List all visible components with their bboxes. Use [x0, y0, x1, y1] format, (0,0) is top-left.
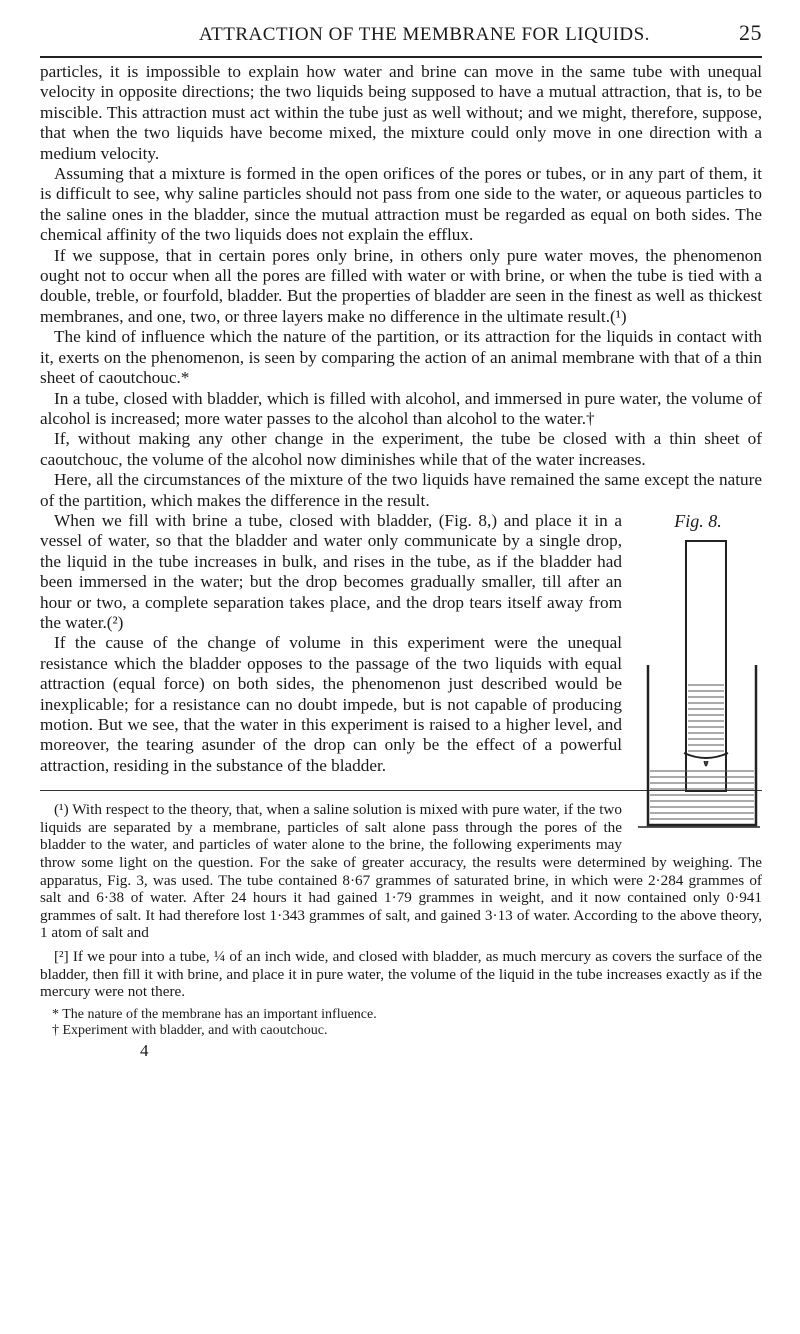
signature-mark: 4 [140, 1040, 149, 1060]
tube-and-vessel-illustration [634, 535, 762, 835]
footnote: [²] If we pour into a tube, ¼ of an inch wide, and closed with bladder, as much mercury as covers the surface of the bladder, then fill it with brine, and place it in pure water, the volume of the liquid in the tube increases exactly as if the mercury were not there. [40, 947, 762, 1001]
running-header [40, 20, 762, 48]
paragraph: In a tube, closed with bladder, which is filled with alcohol, and immersed in pure water, the volume of alcohol is increased; more water passes to the alcohol than alcohol to the water.† [40, 388, 762, 428]
paragraph: Assuming that a mixture is formed in the open orifices of the pores or tubes, or in any part of them, it is difficult to see, why saline particles should not pass from one side to the water, or aqueous particles to the saline ones in the bladder, since the mutual attraction must be regarded as equal on both sides. The chemical affinity of the two liquids does not explain the efflux. [40, 164, 762, 245]
figure-8 [634, 511, 762, 843]
paragraph: If we suppose, that in certain pores only brine, in others only pure water moves, the phenomenon ought not to occur when all the pores are filled with water or with brine, or when the tube is tied with a double, treble, or fourfold, bladder. But the properties of bladder are seen in the finest as well as thickest membranes, and one, two, or three layers make no difference in the ultimate result.(¹) [40, 245, 762, 326]
running-title: ATTRACTION OF THE MEMBRANE FOR LIQUIDS. [199, 24, 650, 45]
paragraph: If, without making any other change in the experiment, the tube be closed with a thin sheet of caoutchouc, the volume of the alcohol now diminishes while that of the water increases. [40, 429, 762, 469]
paragraph: particles, it is impossible to explain how water and brine can move in the same tube with unequal velocity in opposite directions; the two liquids being supposed to have a mutual attraction, that is, to be miscible. This attraction must act within the tube just as well without; and we might, therefore, suppose, that when the two liquids have become mixed, the mixture could only move in one direction with a medium velocity. [40, 62, 762, 163]
main-text [40, 62, 762, 776]
page [40, 20, 762, 1061]
margin-notes [40, 1007, 762, 1039]
paragraph: When we fill with brine a tube, closed with bladder, (Fig. 8,) and place it in a vessel of water, so that the bladder and water only communicate by a single drop, the liquid in the tube increases in bulk, and rises in the tube, as if the bladder had been immersed in the water; but the drop becomes gradually smaller, till after an hour or two, a complete separation takes place, and the drop tears itself away from the water.(²) [40, 510, 622, 632]
asterisk-note: * The nature of the membrane has an important influence. [52, 1006, 377, 1022]
footnote: (¹) With respect to the theory, that, when a saline solution is mixed with pure water, if the two liquids are separated by a membrane, particles of salt alone pass through the pores of the bladder to the water, and particles of water alone to the brine, the following experiments may throw some light on the question. For the sake of greater accuracy, the results were determined by weighing. The apparatus, Fig. 3, was used. The tube contained 8·67 grammes of saturated brine, in which were 2·284 grammes of salt and 6·38 of water. After 24 hours it had gained 1·79 grammes in weight, and it now contained only 0·941 grammes of salt. It had therefore lost 1·343 grammes of salt, and gained 3·13 of water. According to the above theory, 1 atom of salt and [40, 801, 762, 942]
dagger-note: † Experiment with bladder, and with caoutchouc. [52, 1022, 328, 1038]
figure-wrap-area [40, 511, 762, 776]
header-rule [40, 56, 762, 58]
figure-caption: Fig. 8. [674, 510, 722, 531]
page-number: 25 [739, 20, 762, 45]
paragraph: If the cause of the change of volume in this experiment were the unequal resistance which the bladder opposes to the passage of the two liquids with equal attraction (equal force) on both sides, the phenomenon just described would be inexplicable; for a resistance can no doubt impede, but is not capable of producing motion. But we see, that the water in this experiment is raised to a higher level, and moreover, the tearing asunder of the drop can only be the effect of a powerful attraction, residing in the substance of the bladder. [40, 633, 622, 775]
paragraph: The kind of influence which the nature of the partition, or its attraction for the liquids in contact with it, exerts on the phenomenon, is seen by comparing the action of an animal membrane with that of a thin sheet of caoutchouc.* [40, 327, 762, 388]
paragraph: Here, all the circumstances of the mixture of the two liquids have remained the same except the nature of the partition, which makes the difference in the result. [40, 470, 762, 510]
